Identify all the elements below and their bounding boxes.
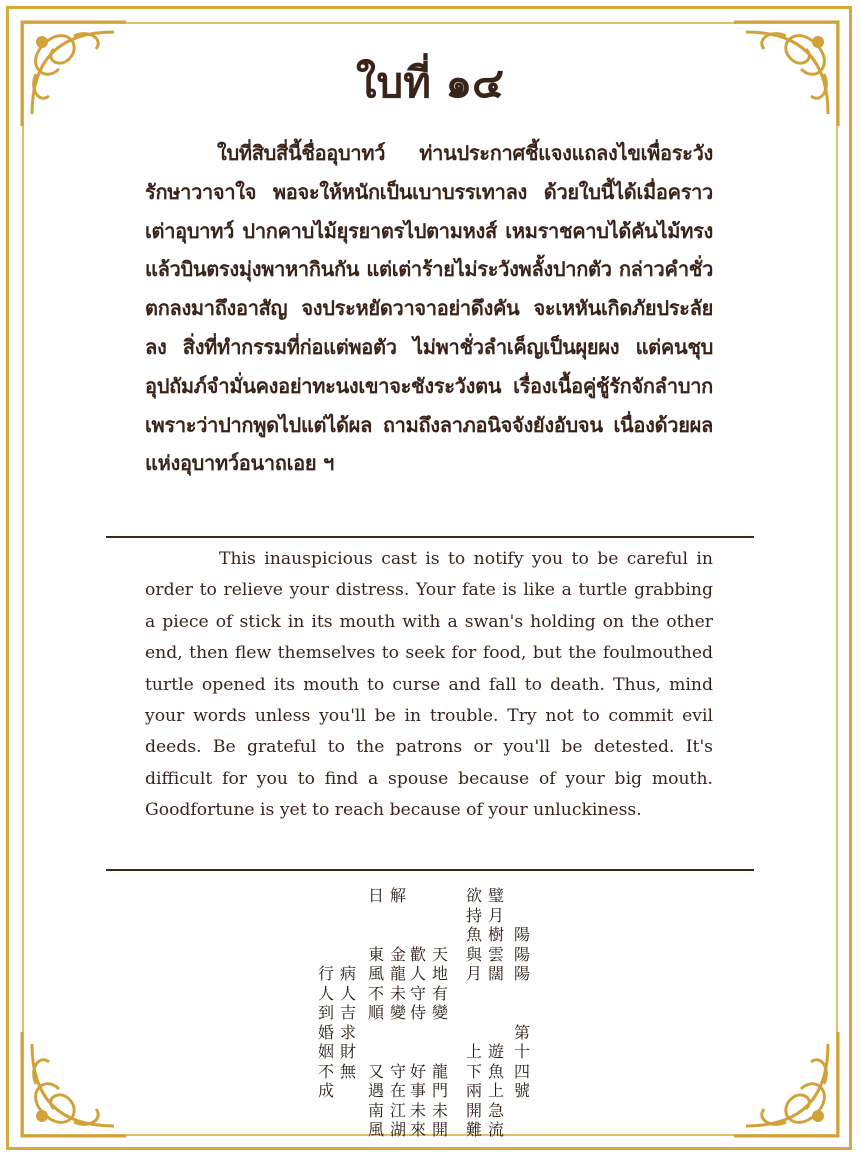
divider bbox=[106, 536, 754, 538]
page-title: ใบที่ ๑๔ bbox=[356, 58, 504, 107]
divider bbox=[106, 869, 754, 871]
chinese-column: 璧 月 樹 雲 闊 遊 魚 上 急 流 bbox=[487, 886, 504, 1139]
chinese-column: 天 地 有 變 龍 門 未 開 bbox=[431, 944, 448, 1139]
chinese-column: 病 人 吉 求 財 無 bbox=[339, 964, 356, 1081]
chinese-column: 第 十 四 號 bbox=[513, 1022, 530, 1100]
corner-ornament-icon bbox=[726, 1024, 846, 1144]
english-fortune-text: This inauspicious cast is to notify you to be careful in order to relieve your distress. Your fate is like a turtle grabbing a piece of stick in its mouth with a swan's holding on the other end, then flew themselves to seek for food, but the foulmouthed turtle opened its mouth to curse and fall to death. Thus, mind your words unless you'll be in trouble. Try not to commit evil deeds. Be grateful to the patrons or you'll be detested. It's difficult for you to find a spouse because of your big mouth. Goodfortune is yet to reach because of your unluckiness. bbox=[145, 549, 713, 821]
corner-ornament-icon bbox=[14, 1024, 134, 1144]
chinese-column: 日 東 風 不 順 又 遇 南 風 bbox=[367, 886, 384, 1139]
chinese-column: 陽 陽 陽 bbox=[513, 925, 530, 983]
chinese-column: 行 人 到 婚 姻 不 成 bbox=[317, 964, 334, 1100]
chinese-column: 歡 人 守 侍 好 事 未 來 bbox=[409, 944, 426, 1139]
chinese-column: 解 金 龍 未 變 守 在 江 湖 bbox=[389, 886, 406, 1139]
chinese-column: 欲 持 魚 與 月 上 下 兩 開 難 bbox=[465, 886, 482, 1139]
thai-fortune-text: ใบที่สิบสี่นี้ชื่ออุบาทว์ ท่านประกาศชี้แจงแถลงไขเพื่อระวังรักษาวาจาใจ พอจะให้หนักเป็นเบาบรรเทาลง ด้วยใบนี้ได้เมื่อคราวเต่าอุบาทว์ ปากคาบไม้ยุรยาตรไปตามหงส์ เหมราชคาบได้คันไม้ทรง แล้วบินตรงมุ่งพาหากินกัน แต่เต่าร้ายไม่ระวังพลั้งปากตัว กล่าวคำชั่วตกลงมาถึงอาสัญ จงประหยัดวาจาอย่าดึงคัน จะเหหันเกิดภัยประลัยลง สิ่งที่ทำกรรมที่ก่อแต่พอตัว ไม่พาชั่วลำเค็ญเป็นผุยผง แต่คนชุบอุปถัมภ์จำมั่นคงอย่าทะนงเขาจะชังระวังตน เรื่องเนื้อคู่ชู้รักจักลำบาก เพราะว่าปากพูดไปแต่ได้ผล ถามถึงลาภอนิจจังยังอับจน เนื่องด้วยผลแห่งอุบาทว์อนาถเอย ฯ bbox=[145, 141, 713, 476]
